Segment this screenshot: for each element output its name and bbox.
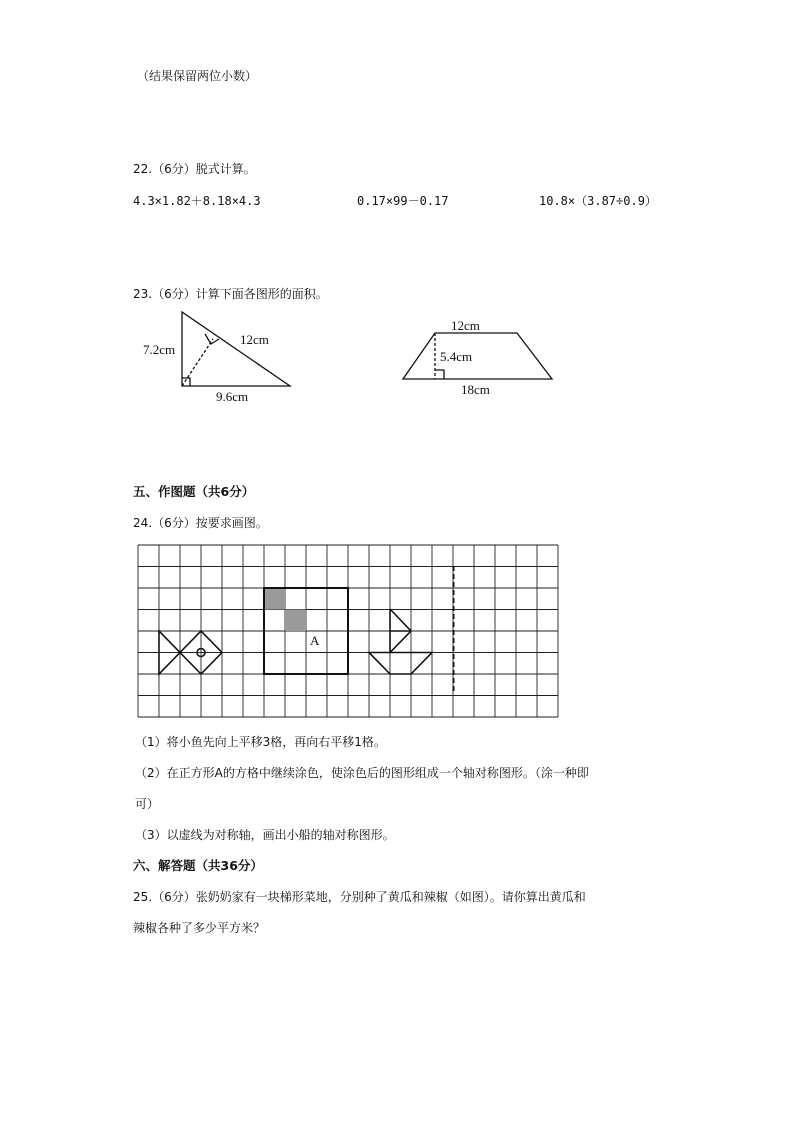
square-grid: [138, 545, 558, 717]
fish-eye: [197, 649, 205, 657]
boat-hull: [369, 653, 432, 675]
section-6-heading: 六、解答题（共36分）: [133, 858, 263, 873]
trapezoid-bottom-label: 18cm: [461, 382, 490, 397]
trapezoid-outline: [403, 333, 552, 379]
triangle-base-label: 9.6cm: [216, 389, 249, 404]
right-triangle-figure: [182, 312, 290, 386]
shaded-cell: [285, 610, 306, 632]
q25-line-1: 25.（6分）张奶奶家有一块梯形菜地，分别种了黄瓜和辣椒（如图）。请你算出黄瓜和: [133, 890, 586, 904]
q24-item-1: （1）将小鱼先向上平移3格，再向右平移1格。: [135, 735, 386, 749]
fish-figure: [159, 631, 222, 674]
q24-item-3: （3）以虚线为对称轴，画出小船的轴对称图形。: [135, 828, 395, 842]
shaded-cell: [264, 588, 285, 610]
shaded-cells: [264, 588, 306, 631]
q22-expression-2: 0.17×99－0.17: [357, 194, 449, 208]
fish-tail: [159, 631, 180, 674]
q22-title: 22.（6分）脱式计算。: [133, 162, 256, 176]
trapezoid-figure: [403, 333, 552, 379]
square-a-label: A: [310, 633, 320, 648]
triangle-height-dashed: [182, 339, 213, 386]
trapezoid-height-label: 5.4cm: [440, 349, 473, 364]
triangle-outline: [182, 312, 290, 386]
fish-body: [180, 631, 222, 674]
trapezoid-right-angle-mark: [435, 370, 444, 379]
triangle-hypotenuse-label: 12cm: [240, 332, 269, 347]
triangle-left-side-label: 7.2cm: [143, 342, 176, 357]
q22-expression-1: 4.3×1.82＋8.18×4.3: [133, 194, 261, 208]
q22-expression-3: 10.8×（3.87÷0.9）: [539, 194, 657, 208]
triangle-height-right-angle-mark: [205, 334, 219, 344]
q25-line-2: 辣椒各种了多少平方米？: [133, 921, 266, 935]
boat-sail: [390, 609, 411, 653]
q23-title: 23.（6分）计算下面各图形的面积。: [133, 287, 328, 301]
result-note: （结果保留两位小数）: [137, 69, 258, 83]
triangle-right-angle-mark: [182, 378, 190, 386]
q24-item-2-line-1: （2）在正方形A的方格中继续涂色，使涂色后的图形组成一个轴对称图形。（涂一种即: [135, 766, 589, 780]
square-a: [264, 588, 348, 674]
q24-title: 24.（6分）按要求画图。: [133, 516, 268, 530]
boat-figure: [369, 609, 432, 674]
section-5-heading: 五、作图题（共6分）: [133, 484, 255, 499]
trapezoid-top-label: 12cm: [451, 318, 480, 333]
q24-item-2-line-2: 可）: [135, 797, 160, 811]
